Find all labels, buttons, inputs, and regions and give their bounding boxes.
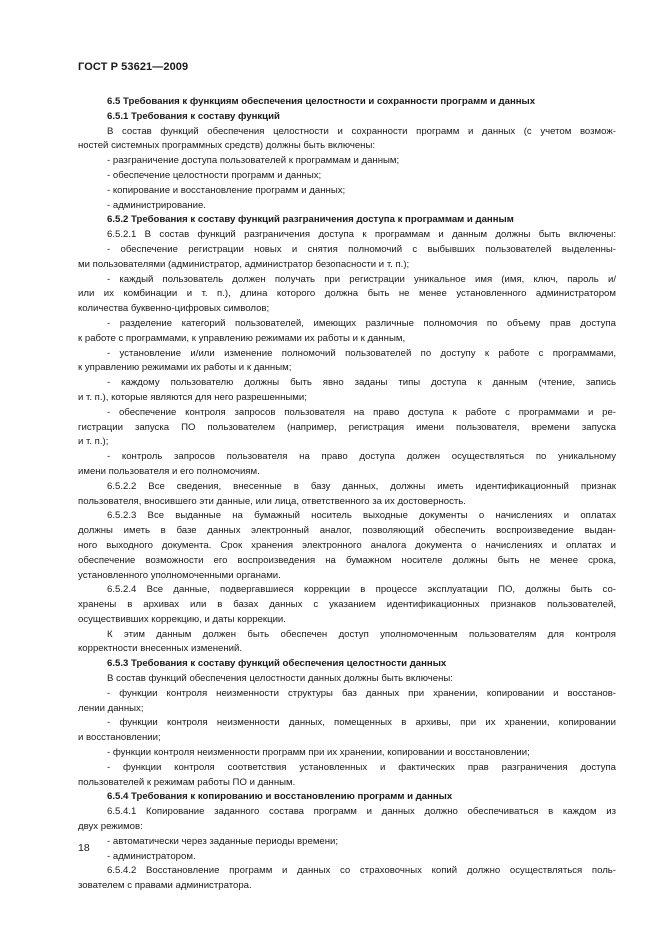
text-line: - автоматически через заданные периоды времени;	[107, 835, 339, 847]
text-line: 6.5.4.2 Восстановление программ и данных со страховочных копий должно осуществляться поль-	[107, 865, 616, 877]
text-line: к управлению режимами их работы и к данным;	[78, 362, 292, 374]
text-line: хранены в архивах или в базах данных с указанием идентификационных признаков пользователей,	[78, 599, 616, 611]
page-number: 18	[78, 842, 90, 854]
section-heading-line: 6.5.1 Требования к составу функций	[107, 110, 280, 122]
text-line: зователем с правами администратора.	[78, 880, 252, 892]
text-line: - каждый пользователь должен получать при регистрации уникальное имя (имя, ключ, пароль и/	[107, 273, 616, 285]
document-body	[78, 89, 616, 894]
text-line: и т. п.), которые являются для него разрешенными;	[78, 391, 307, 403]
text-line: - обеспечение регистрации новых и снятия полномочий с выбывших пользователей выделенны-	[107, 243, 616, 255]
text-line: имени пользователя и его полномочиям.	[78, 465, 260, 477]
text-line: - каждому пользователю должны быть явно заданы типы доступа к данным (чтение, запись	[107, 377, 616, 389]
text-line: 6.5.4.1 Копирование заданного состава программ и данных должно обеспечиваться в каждом из	[107, 806, 616, 818]
section-heading-line: 6.5.2 Требования к составу функций разграничения доступа к программам и данным	[107, 214, 514, 226]
text-line: корректности внесенных изменений.	[78, 643, 243, 655]
text-line: - обеспечение контроля запросов пользователя на право доступа к работе с программами и ре-	[107, 406, 616, 418]
text-line: - контроль запросов пользователя на право доступа должен осуществляться по уникальному	[107, 451, 616, 463]
section-heading-line: 6.5.3 Требования к составу функций обеспечения целостности данных	[107, 658, 447, 670]
text-line: - функции контроля неизменности программ при их хранении, копировании и восстановлении;	[107, 747, 530, 759]
text-line: гистрации запуска ПО пользователем (например, регистрация имени пользователя, времени запуска	[78, 421, 616, 433]
text-line: ностей системных программных средств) должны быть включены:	[78, 140, 376, 152]
text-line: и т. п.);	[78, 436, 109, 448]
text-line: - копирование и восстановление программ и данных;	[107, 184, 346, 196]
text-line: количества буквенно-цифровых символов;	[78, 303, 270, 315]
text-line: - администрирование.	[107, 199, 206, 211]
text-line: ного выходного документа. Срок хранения электронного аналога документа о начислениях и оплатах и	[78, 539, 616, 551]
text-line: - функции контроля соответствия установленных и фактических прав разграничения доступа	[107, 761, 616, 773]
text-line: осуществивших коррекцию, и даты коррекции.	[78, 613, 286, 625]
text-line: 6.5.2.4 Все данные, подвергавшиеся коррекции в процессе эксплуатации ПО, должны быть со-	[107, 584, 616, 596]
text-line: - разграничение доступа пользователей к программам и данным;	[107, 155, 400, 167]
text-line: 6.5.2.1 В состав функций разграничения доступа к программам и данным должны быть включены:	[107, 229, 616, 241]
section-heading-line: 6.5 Требования к функциям обеспечения целостности и сохранности программ и данных	[107, 96, 536, 107]
text-line: и восстановлении;	[78, 732, 161, 744]
text-line: В состав функций обеспечения целостности данных должны быть включены:	[107, 673, 453, 685]
text-line: - функции контроля неизменности данных, помещенных в архивы, при их хранении, копировании	[107, 717, 616, 729]
text-line: обеспечение возможности его воспроизведения на бумажном носителе должны быть не менее срока,	[78, 554, 616, 566]
text-line: или их комбинации и т. п.), длина которого должна быть не менее установленного администратором	[78, 288, 616, 300]
text-line: - разделение категорий пользователей, имеющих различные полномочия по объему прав доступа	[107, 317, 616, 329]
text-line: 6.5.2.3 Все выданные на бумажный носитель выходные документы о начислениях и оплатах	[107, 510, 616, 522]
text-line: двух режимов:	[78, 821, 143, 833]
text-line: - администратором.	[107, 850, 196, 862]
text-line: В состав функций обеспечения целостности и сохранности программ и данных (с учетом возмож-	[107, 125, 616, 137]
text-line: пользователей к режимам работы ПО и данным.	[78, 776, 296, 788]
text-line: должны иметь в базе данных электронный аналог, позволяющий обеспечить воспроизведение выдан-	[78, 525, 616, 537]
text-line: - обеспечение целостности программ и данных;	[107, 169, 322, 181]
document-header: ГОСТ Р 53621—2009	[78, 61, 189, 73]
text-line: 6.5.2.2 Все сведения, внесенные в базу данных, должны иметь идентификационный признак	[107, 480, 616, 492]
text-line: - функции контроля неизменности структуры баз данных при хранении, копировании и восстанов-	[107, 687, 616, 699]
text-line: ми пользователями (администратор, администратор безопасности и т. п.);	[78, 258, 410, 270]
text-line: пользователя, вносившего эти данные, или лица, ответственного за их достоверность.	[78, 495, 466, 507]
text-line: К этим данным должен быть обеспечен доступ уполномоченным пользователям для контроля	[107, 628, 616, 640]
section-heading-line: 6.5.4 Требования к копированию и восстановлению программ и данных	[107, 791, 453, 803]
text-line: лении данных;	[78, 702, 144, 714]
text-line: - установление и/или изменение полномочий пользователей по доступу к работе с программами,	[107, 347, 616, 359]
text-line: установленного уполномоченными органами.	[78, 569, 281, 581]
text-line: к работе с программами, к управлению режимами их работы и к данным,	[78, 332, 406, 344]
